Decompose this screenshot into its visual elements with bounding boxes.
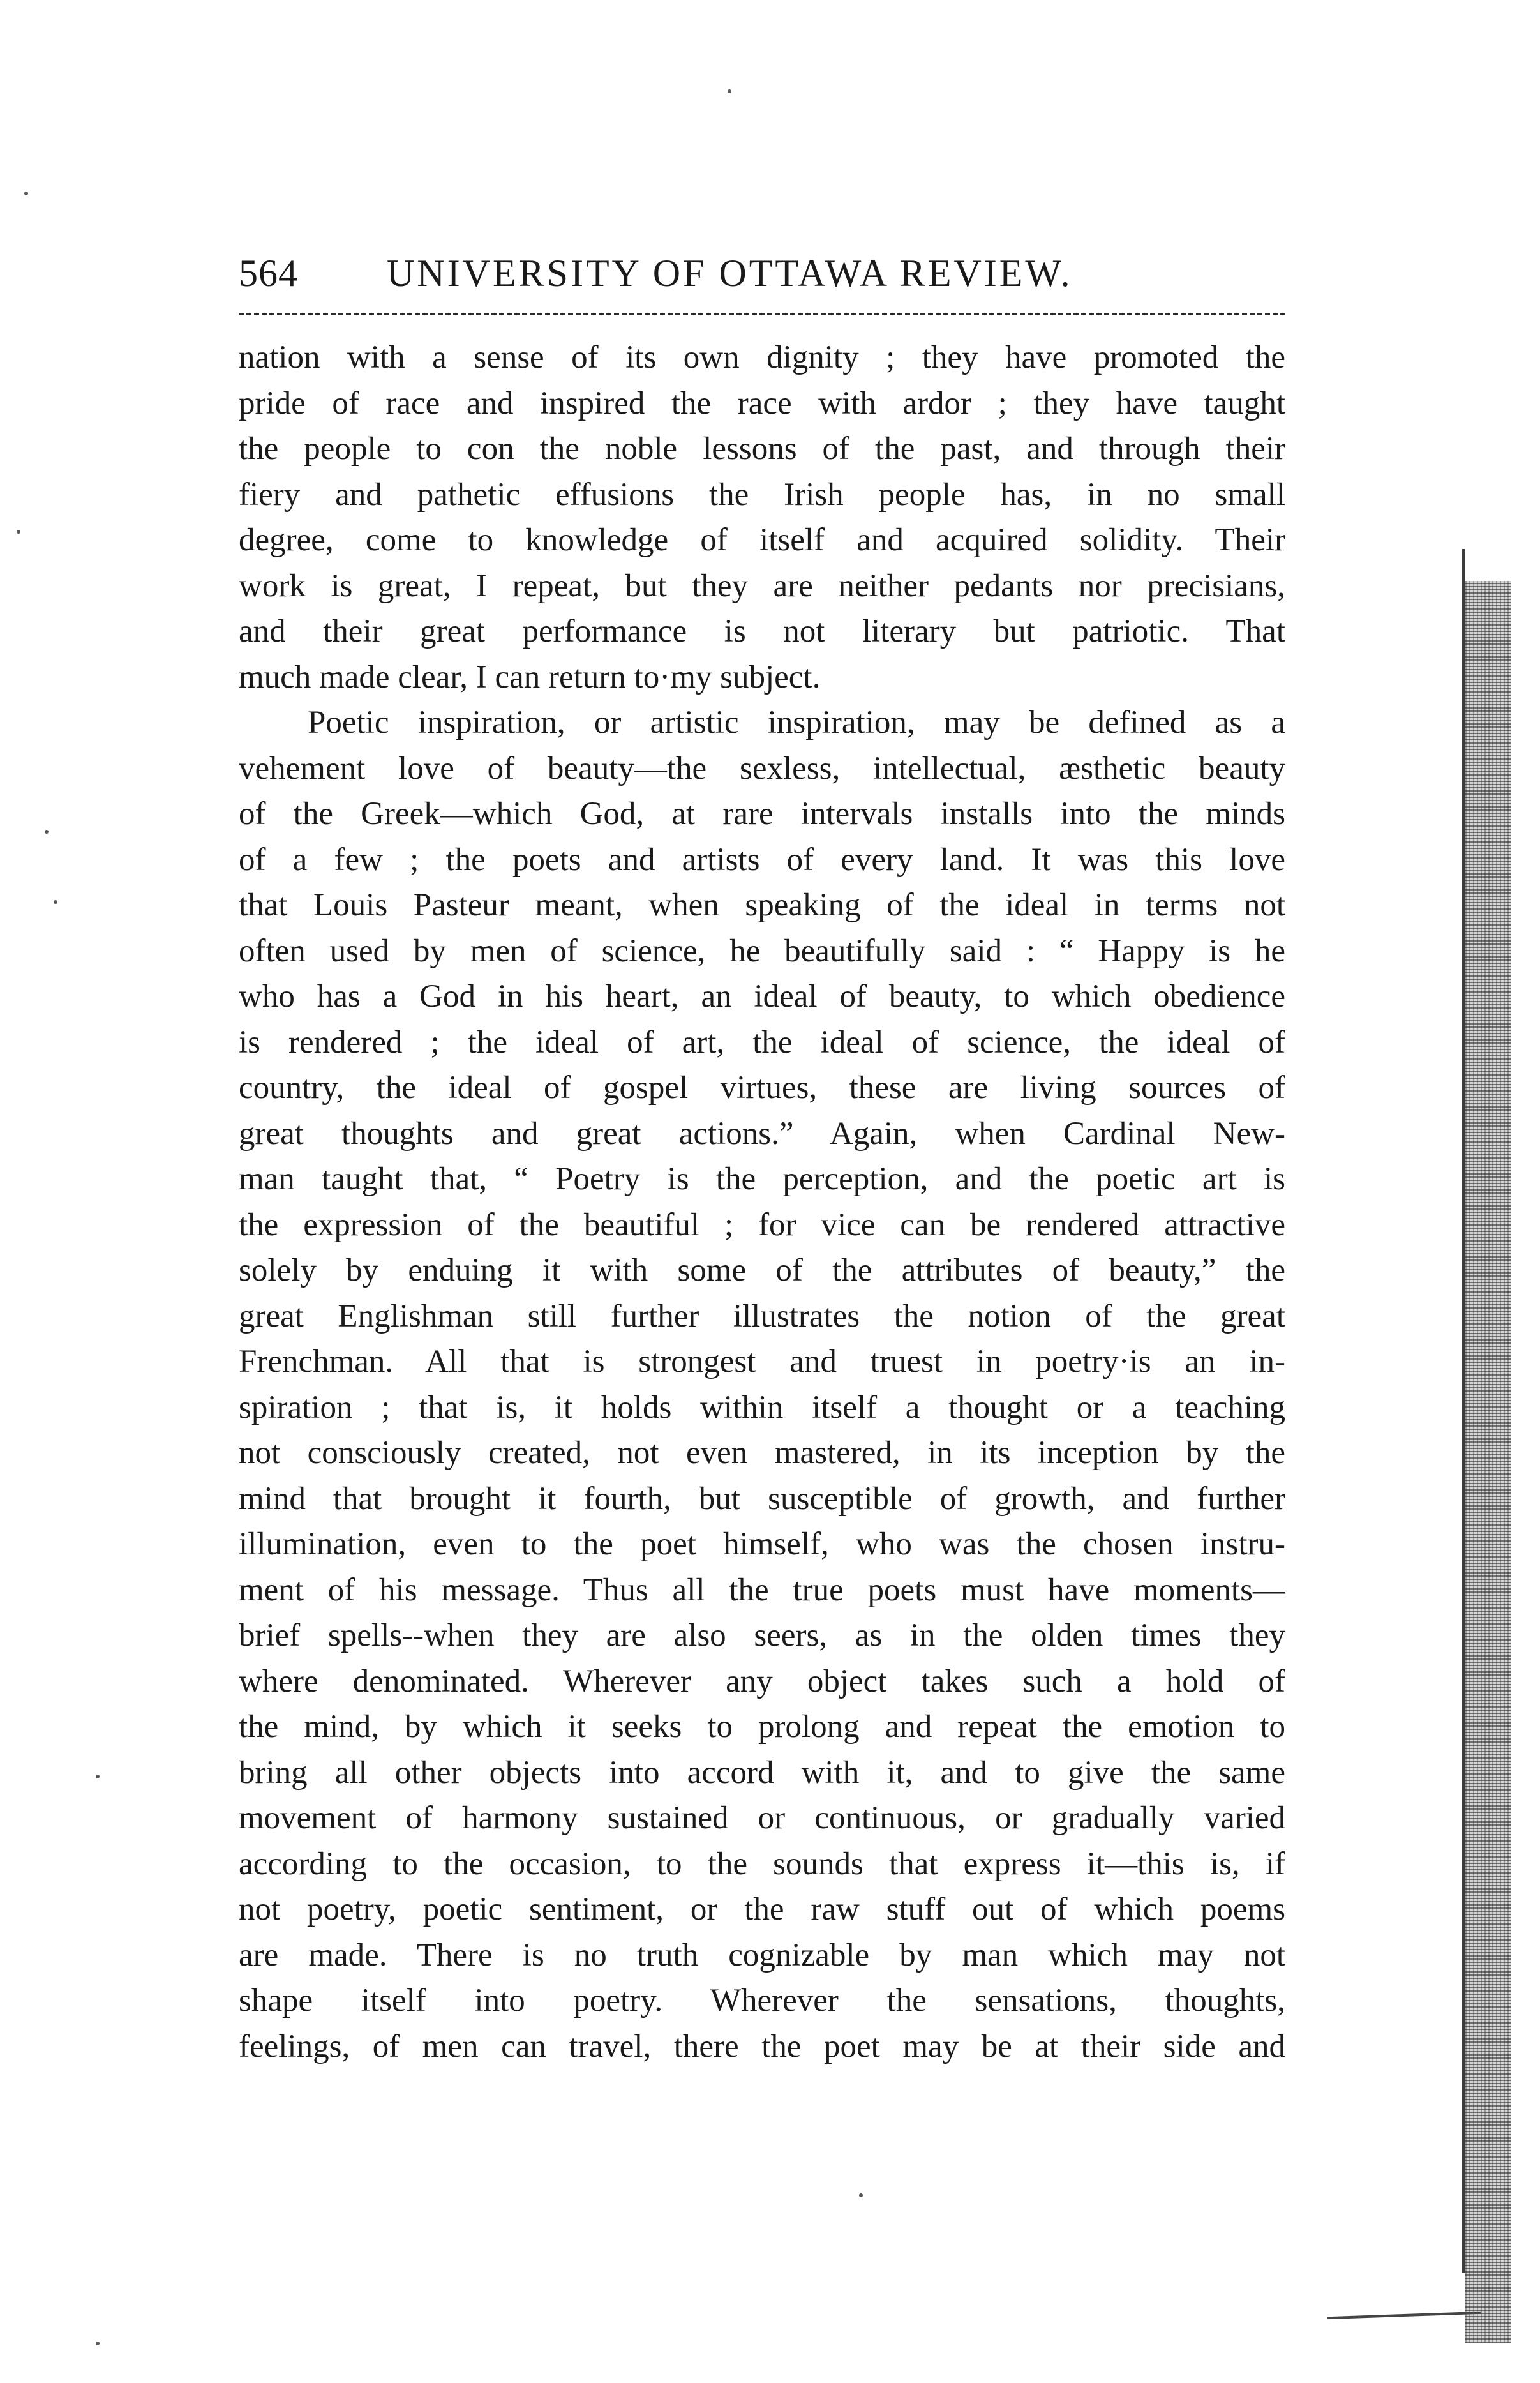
scan-binding-line — [1462, 549, 1465, 2273]
text-line: according to the occasion, to the sounds that express it—this is, if — [239, 1846, 1285, 1882]
text-line: great thoughts and great actions.” Again, when Cardinal New- — [239, 1115, 1285, 1152]
text-line: not poetry, poetic sentiment, or the raw stuff out of which poems — [239, 1891, 1285, 1927]
running-title: UNIVERSITY OF OTTAWA REVIEW. — [387, 252, 1073, 294]
page-header — [239, 248, 1285, 299]
text-line: movement of harmony sustained or continuous, or gradually varied — [239, 1800, 1285, 1836]
scan-speck — [96, 2342, 100, 2345]
text-line: and their great performance is not literary but patriotic. That — [239, 613, 1285, 649]
text-line: Frenchman. All that is strongest and truest in poetry·is an in- — [239, 1344, 1285, 1379]
text-line: bring all other objects into accord with it, and to give the same — [239, 1754, 1285, 1791]
header-rule — [239, 313, 1285, 315]
scan-smudge — [1327, 2312, 1481, 2319]
text-line: pride of race and inspired the race with ardor ; they have taught — [239, 385, 1285, 421]
text-line: country, the ideal of gospel virtues, these are living sources of — [239, 1070, 1285, 1106]
text-line: feelings, of men can travel, there the poet may be at their side and — [239, 2028, 1285, 2064]
text-line: the people to con the noble lessons of the past, and through their — [239, 431, 1285, 467]
text-line: where denominated. Wherever any object takes such a hold of — [239, 1663, 1285, 1699]
text-line: much made clear, I can return to·my subject. — [239, 659, 821, 695]
text-line: that Louis Pasteur meant, when speaking of the ideal in terms not — [239, 887, 1285, 923]
text-line: great Englishman still further illustrates the notion of the great — [239, 1298, 1285, 1334]
scan-speck — [24, 192, 28, 195]
scan-speck — [45, 830, 49, 834]
text-line: spiration ; that is, it holds within itself a thought or a teaching — [239, 1389, 1285, 1425]
text-line: is rendered ; the ideal of art, the ideal of science, the ideal of — [239, 1024, 1285, 1060]
text-line: brief spells--when they are also seers, as in the olden times they — [239, 1618, 1285, 1653]
text-line: are made. There is no truth cognizable by man which may not — [239, 1937, 1285, 1973]
text-line: ment of his message. Thus all the true poets must have moments— — [239, 1572, 1285, 1608]
text-line: the expression of the beautiful ; for vice can be rendered attractive — [239, 1207, 1285, 1243]
scan-speck — [728, 89, 731, 93]
text-line: of a few ; the poets and artists of every land. It was this love — [239, 841, 1285, 878]
scan-speck — [54, 900, 57, 904]
text-line: illumination, even to the poet himself, who was the chosen instru- — [239, 1526, 1285, 1562]
text-line: of the Greek—which God, at rare intervals installs into the minds — [239, 796, 1285, 832]
text-line: degree, come to knowledge of itself and acquired solidity. Their — [239, 522, 1285, 558]
page-number: 564 — [239, 252, 298, 294]
text-line: nation with a sense of its own dignity ; they have promoted the — [239, 340, 1285, 375]
scan-binding-shadow — [1465, 581, 1511, 2343]
text-line: fiery and pathetic effusions the Irish people has, in no small — [239, 476, 1285, 513]
text-line: who has a God in his heart, an ideal of beauty, to which obedience — [239, 979, 1285, 1014]
text-line: vehement love of beauty—the sexless, intellectual, æsthetic beauty — [239, 750, 1285, 786]
text-line: solely by enduing it with some of the attributes of beauty,” the — [239, 1252, 1285, 1288]
text-line: often used by men of science, he beautifully said : “ Happy is he — [239, 933, 1285, 969]
scan-speck — [96, 1775, 100, 1778]
text-line: not consciously created, not even mastered, in its inception by the — [239, 1435, 1285, 1471]
text-line: the mind, by which it seeks to prolong and repeat the emotion to — [239, 1709, 1285, 1745]
paragraph-start-line: Poetic inspiration, or artistic inspiration, may be defined as a — [308, 705, 1285, 740]
text-line: work is great, I repeat, but they are neither pedants nor precisians, — [239, 568, 1285, 604]
text-line: man taught that, “ Poetry is the perception, and the poetic art is — [239, 1161, 1285, 1197]
scan-speck — [859, 2193, 863, 2197]
text-line: mind that brought it fourth, but susceptible of growth, and further — [239, 1480, 1285, 1517]
scan-speck — [17, 530, 20, 534]
body-text — [239, 335, 1285, 2070]
text-line: shape itself into poetry. Wherever the sensations, thoughts, — [239, 1983, 1285, 2018]
